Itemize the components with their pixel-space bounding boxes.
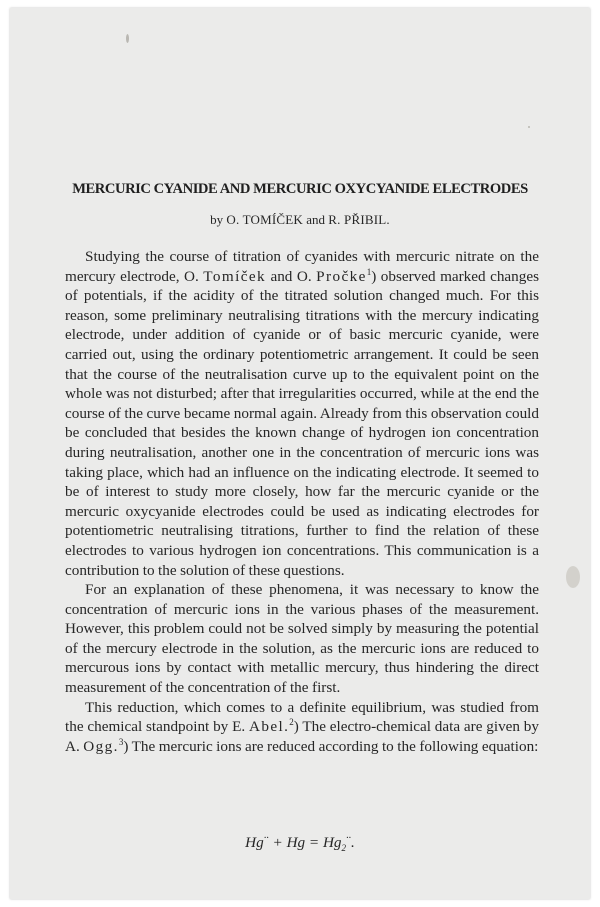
eq-charge-2: ·· (346, 832, 352, 844)
p1-text-a: Studying the course of titration of cyanides with mercuric nitrate on the mercury electrode, O. (65, 248, 539, 285)
paragraph-2: For an explanation of these phenomena, it was necessary to know the concentration of mercuric ions in the various phases of the measurement. However, this problem could not be solved simply by measuring the potential of the mercury electrode in the solution, as the mercuric ions are reduced to mercurous ions by contact with metallic mercury, thus hindering the direct measurement of the concentration of the first. (65, 581, 539, 697)
p1-text-c: ) observed marked changes of potentials, if the acidity of the titrated solution changed much. For this reason, some preliminary neutralising titrations with the mercury indicating electrode, under addition of cyanide or of basic mercuric cyanide, were carried out, using the ordinary potentiometric arrangement. It could be seen that the course of the neutralisation curve up to the equivalent point on the whole was not disturbed; after that irregularities occurred, while at the end the course of the curve became normal again. Already from this observation could be concluded that besides the known change of hydrogen ion concentration during neutralisation, another one in the concentration of mercuric ions was taking place, which had an influence on the indicating electrode. It seemed to be of interest to study more closely, how far the mercuric cyanide or the mercuric oxycyanide electrodes could be used as indicating electrodes for potentiometric neutralising titrations, further to find the relation of these electrodes to various hydrogen ion concentrations. This communication is a contribution to the solution of these questions. (65, 267, 539, 579)
eq-equals: = (305, 834, 323, 851)
name-tomicek: Tomíček (203, 267, 266, 285)
eq-period: . (351, 834, 355, 851)
name-abel: Abel. (248, 718, 290, 736)
eq-charge-1: ·· (263, 832, 269, 844)
paragraph-1 (65, 247, 539, 580)
eq-subscript-2: 2 (341, 843, 347, 854)
p1-text-b: and O. (270, 267, 312, 285)
footnote-ref-3: 3 (118, 736, 124, 747)
p3-text-b: ) The electro-chemical data are given by A. (65, 718, 539, 755)
byline-and: and (306, 212, 326, 227)
article-body (65, 247, 539, 756)
paper-speck (566, 566, 580, 588)
paragraph-3 (65, 698, 539, 757)
footnote-ref-2: 2 (289, 717, 294, 728)
eq-hg-metal: Hg (286, 834, 306, 851)
author-pribil: R. PŘIBIL. (328, 212, 390, 227)
byline (10, 212, 590, 228)
eq-plus: + (268, 834, 287, 851)
byline-by: by (210, 212, 224, 227)
footnote-ref-1: 1 (366, 266, 372, 277)
eq-hg-ion: Hg (245, 834, 264, 851)
paper-speck (528, 126, 530, 128)
scanned-page (10, 8, 590, 899)
article-title: MERCURIC CYANIDE AND MERCURIC OXYCYANIDE ELECTRODES (72, 181, 528, 197)
p3-text-c: ) The mercuric ions are reduced according to the following equation: (123, 737, 539, 755)
paper-speck (126, 34, 129, 43)
p3-text-a: This reduction, which comes to a definite equilibrium, was studied from the chemical standpoint by E. (65, 698, 539, 736)
author-tomicek: O. TOMÍČEK (226, 212, 303, 227)
reduction-equation (10, 834, 590, 853)
eq-hg2-ion: Hg (322, 834, 342, 851)
name-ogg: Ogg. (83, 737, 119, 755)
name-procke: Pročke (316, 267, 367, 285)
